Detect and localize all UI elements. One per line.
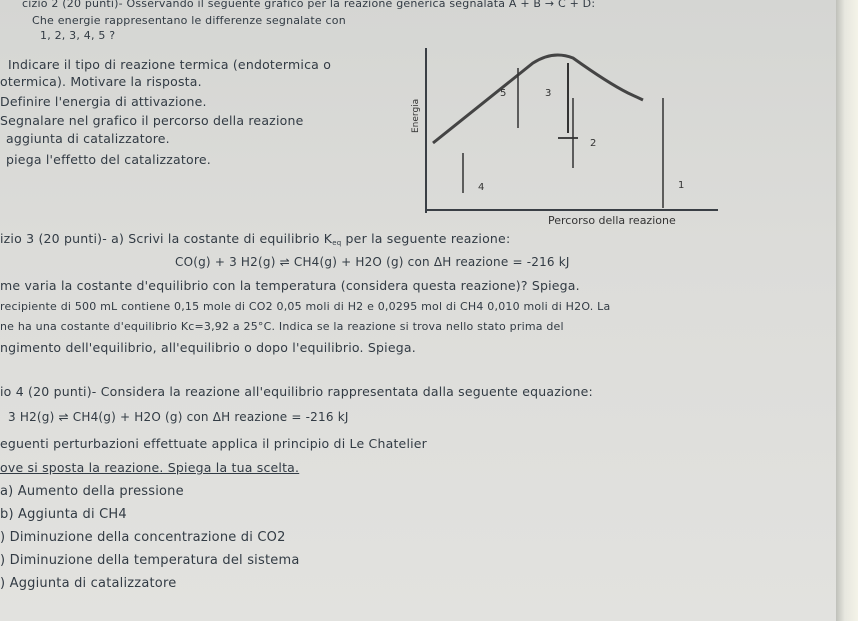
paper-edge [836, 0, 858, 621]
ex4-equation: 3 H2(g) ⇌ CH4(g) + H2O (g) con ΔH reazione = -216 kJ [8, 410, 349, 424]
ex3-question-3: ne ha una costante d'equilibrio Kc=3,92 a 25°C. Indica se la reazione si trova nello stato prima del [0, 320, 564, 333]
ex2-title: cizio 2 (20 punti)- Osservando il seguente grafico per la reazione generica segnalata A + B → C + D: [22, 0, 596, 10]
ex3-question-1: me varia la costante d'equilibrio con la temperatura (considera questa reazione)? Spiega. [0, 278, 580, 293]
ex3-question-2: recipiente di 500 mL contiene 0,15 mole di CO2 0,05 moli di H2 e 0,0295 mol di CH4 0,010 moli di H2O. La [0, 300, 611, 313]
label-5: 5 [500, 88, 507, 99]
ex4-question-1: eguenti perturbazioni effettuate applica il principio di Le Chatelier [0, 436, 428, 451]
ex2-q-line3: Definire l'energia di attivazione. [0, 94, 207, 109]
reaction-curve [433, 55, 643, 143]
label-2: 2 [590, 138, 597, 149]
ex4-intro: io 4 (20 punti)- Considera la reazione all'equilibrio rappresentata dalla seguente equazione: [0, 384, 593, 399]
ex2-q-line4: Segnalare nel grafico il percorso della reazione [0, 113, 304, 128]
ex4-option-c: ) Diminuzione della concentrazione di CO2 [0, 530, 286, 545]
x-axis-label: Percorso della reazione [548, 214, 676, 227]
ex2-numbers: 1, 2, 3, 4, 5 ? [40, 29, 116, 42]
energy-diagram [408, 38, 728, 228]
ex2-q-line1: Indicare il tipo di reazione termica (endotermica o [8, 57, 332, 72]
ex4-option-d: ) Diminuzione della temperatura del sistema [0, 553, 300, 568]
ex3-intro-end: per la seguente reazione: [345, 231, 511, 246]
ex4-option-a: a) Aumento della pressione [0, 484, 184, 499]
ex2-q-line6: piega l'effetto del catalizzatore. [6, 152, 211, 167]
ex3-intro [0, 231, 510, 247]
ex3-intro-text: izio 3 (20 punti)- a) Scrivi la costante di equilibrio K [0, 231, 333, 246]
label-1: 1 [678, 180, 685, 191]
ex2-question-energies: Che energie rappresentano le differenze segnalate con [32, 14, 346, 27]
ex4-question-2: ove si sposta la reazione. Spiega la tua scelta. [0, 460, 300, 475]
label-4: 4 [478, 182, 485, 193]
ex3-k-subscript: eq [332, 239, 342, 247]
ex2-q-line5: aggiunta di catalizzatore. [6, 131, 170, 146]
label-3: 3 [545, 88, 552, 99]
ex2-q-line2: otermica). Motivare la risposta. [0, 74, 202, 89]
ex3-question-4: ngimento dell'equilibrio, all'equilibrio o dopo l'equilibrio. Spiega. [0, 340, 416, 355]
ex3-equation: CO(g) + 3 H2(g) ⇌ CH4(g) + H2O (g) con ΔH reazione = -216 kJ [175, 255, 570, 269]
ex4-option-b: b) Aggiunta di CH4 [0, 507, 127, 522]
ex4-option-e: ) Aggiunta di catalizzatore [0, 576, 177, 591]
y-axis-label: Energia [411, 98, 421, 133]
